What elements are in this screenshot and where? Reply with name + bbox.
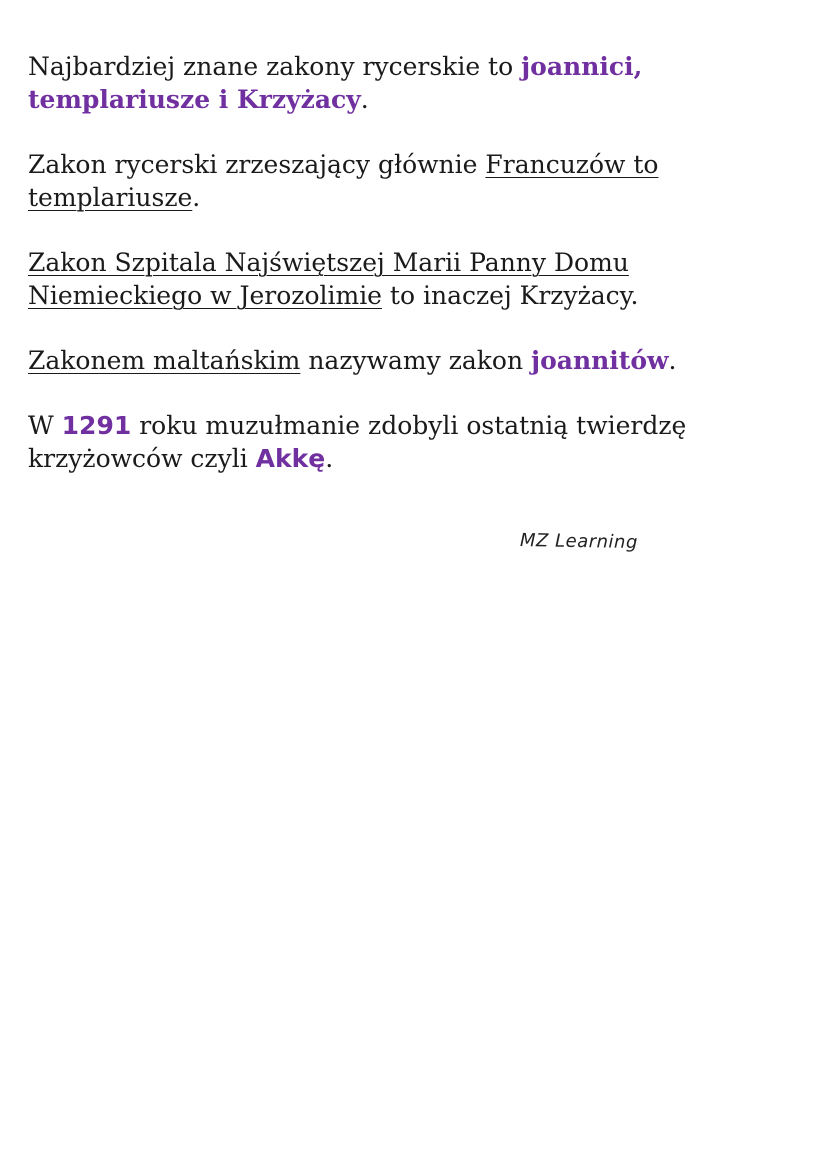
- paragraph-maltese-order: [28, 344, 768, 377]
- p3-text-after: to inaczej Krzyżacy.: [381, 281, 639, 310]
- p4-underlined: Zakonem maltańskim: [28, 346, 301, 375]
- p5-highlight-city: Akkę: [255, 444, 326, 473]
- p2-underlined: Francuzów to templariusze: [28, 150, 659, 212]
- p4-text-middle: nazywamy zakon: [300, 346, 532, 375]
- p5-highlight-year: 1291: [61, 411, 132, 440]
- p1-text-after: .: [360, 85, 369, 114]
- p2-text-before: Zakon rycerski zrzeszający głównie: [28, 150, 486, 179]
- p1-text-before: Najbardziej znane zakony rycerskie to: [28, 52, 522, 81]
- paragraph-teutonic-order: [28, 246, 768, 312]
- p1-highlight: joannici, templariusze i Krzyżacy: [28, 52, 643, 114]
- paragraph-knight-orders: [28, 50, 768, 116]
- paragraph-fall-of-acre: [28, 409, 768, 475]
- p5-text-after: .: [325, 444, 334, 473]
- p4-text-after: .: [668, 346, 677, 375]
- p3-underlined: Zakon Szpitala Najświętszej Marii Panny Domu Niemieckiego w Jerozolimie: [28, 248, 629, 310]
- p2-text-after: .: [192, 183, 201, 212]
- p5-text-middle: roku muzułmanie zdobyli ostatnią twierdzę krzyżowców czyli: [28, 411, 687, 473]
- signature-text: MZ Learning: [519, 530, 639, 554]
- p4-highlight: joannitów: [531, 346, 669, 375]
- p5-text-before: W: [28, 411, 62, 440]
- document-body: [28, 50, 768, 507]
- paragraph-templars: [28, 148, 768, 214]
